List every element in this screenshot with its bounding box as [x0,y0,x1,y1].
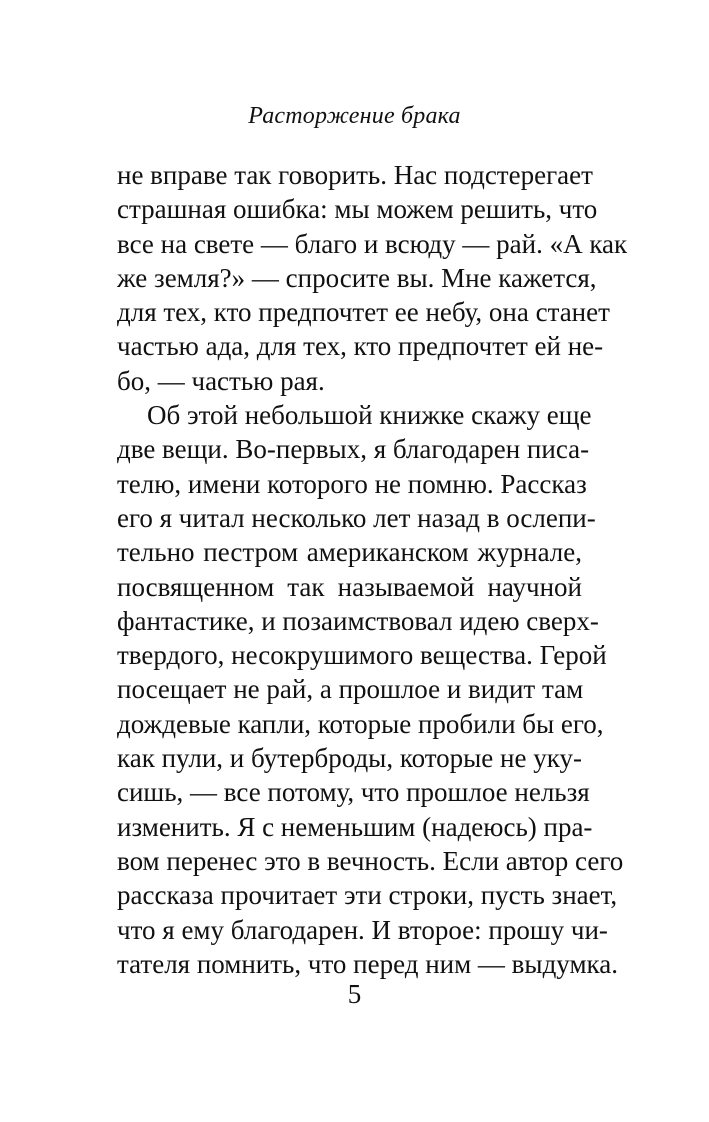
text-line: как пули, и бутерброды, которые не уку- [117,743,582,774]
running-head: Расторжение брака [248,103,461,129]
text-line: Об этой небольшой книжке скажу еще [147,400,592,431]
text-line: фантастике, и позаимствовал идею сверх- [117,605,599,636]
text-line: посещает не рай, а прошлое и видит там [117,674,584,705]
text-line: не вправе так говорить. Нас подстерегает [117,160,593,190]
text-line: его я читал несколько лет назад в ослепи- [117,502,596,533]
body-text [117,158,628,981]
text-line: рассказа прочитает эти строки, пусть знает, [117,880,618,911]
text-line: изменить. Я с неменьшим (надеюсь) пра- [117,811,593,842]
text-line: же земля?» — спросите вы. Мне кажется, [117,262,597,293]
text-line: тателя помнить, что перед ним — выдумка. [117,948,618,979]
paragraph-1 [117,158,628,398]
text-line: дождевые капли, которые пробили бы его, [117,708,604,739]
text-line: бо, — частью рая. [117,365,325,396]
text-line: все на свете — благо и всюду — рай. «А как [117,228,628,259]
text-line: телю, имени которого не помню. Рассказ [117,468,587,499]
text-line: что я ему благодарен. И второе: прошу чи- [117,914,608,945]
text-line: твердого, несокрушимого вещества. Герой [117,640,607,671]
paragraph-2 [117,398,624,981]
page-number: 5 [347,979,362,1009]
text-line: страшная ошибка: мы можем решить, что [117,194,598,225]
text-line: для тех, кто предпочтет ее небу, она станет [117,297,610,328]
text-line: тельно пестром американском журнале, [117,537,582,568]
text-line: частью ада, для тех, кто предпочтет ей не- [117,331,604,362]
text-line: вом перенес это в вечность. Если автор сего [117,845,624,876]
text-line: сишь, — все потому, что прошлое нельзя [117,777,590,808]
text-line: две вещи. Во-первых, я благодарен писа- [117,434,590,465]
text-line: посвященном так называемой научной [117,571,582,602]
